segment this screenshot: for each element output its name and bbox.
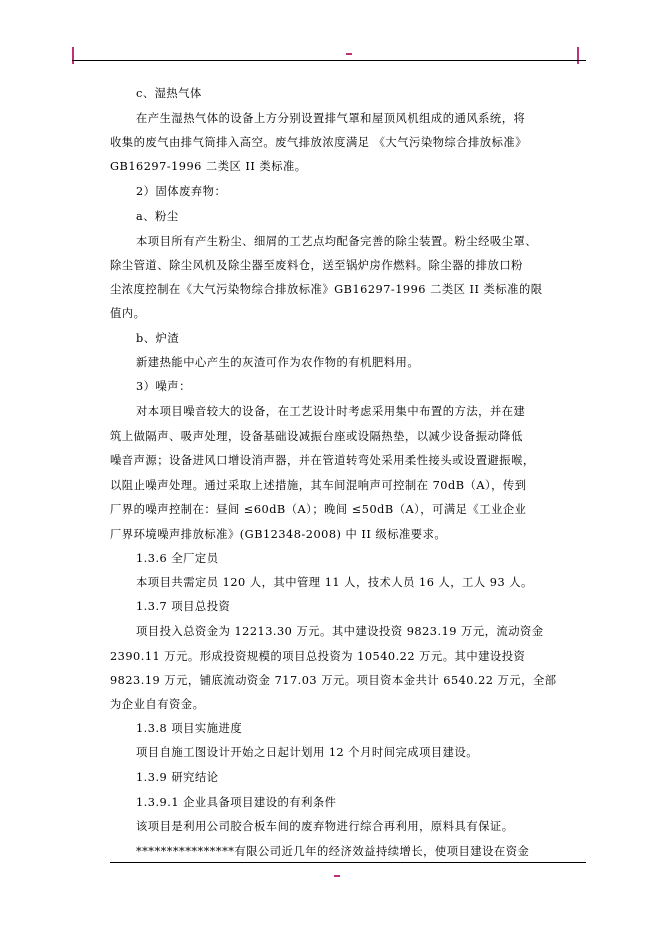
text-line-16: 噪音声源；设备进风口增设消声器，并在管道转弯处采用柔性接头或设置避振喉，	[110, 454, 535, 467]
text-line-01: c、湿热气体	[136, 87, 202, 100]
text-line-14: 对本项目噪音较大的设备，在工艺设计时考虑采用集中布置的方法，并在建	[136, 405, 526, 418]
text-line-28: 项目自施工图设计开始之日起计划用 12 个月时间完成项目建设。	[136, 746, 479, 759]
footer-rule	[110, 862, 586, 863]
text-line-32: ****************有限公司近几年的经济效益持续增长，使项目建设在资金	[136, 845, 530, 858]
text-line-10: 值内。	[110, 307, 146, 320]
text-line-18: 厂界的噪声控制在：昼间 ≤60dB（A）；晚间 ≤50dB（A），可满足《工业企业	[110, 503, 527, 516]
text-line-22: 1.3.7 项目总投资	[136, 600, 231, 613]
header-left-margin-mark	[72, 47, 74, 64]
header-center-mark	[346, 53, 352, 55]
text-line-12: 新建热能中心产生的灰渣可作为农作物的有机肥料用。	[136, 356, 420, 369]
text-line-05: 2）固体废弃物：	[136, 185, 227, 198]
header-rule	[72, 60, 586, 61]
text-line-30: 1.3.9.1 企业具备项目建设的有利条件	[136, 796, 337, 809]
text-line-20: 1.3.6 全厂定员	[136, 552, 219, 565]
text-line-08: 除尘管道、除尘风机及除尘器至废料仓，送至锅炉房作燃料。除尘器的排放口粉	[110, 259, 523, 272]
text-line-02: 在产生湿热气体的设备上方分别设置排气罩和屋顶风机组成的通风系统，将	[136, 112, 526, 125]
text-line-07: 本项目所有产生粉尘、细屑的工艺点均配备完善的除尘装置。粉尘经吸尘罩、	[136, 235, 538, 248]
text-line-24: 2390.11 万元。形成投资规模的项目总投资为 10540.22 万元。其中建设投资	[110, 650, 526, 663]
text-line-27: 1.3.8 项目实施进度	[136, 722, 243, 735]
text-line-13: 3）噪声：	[136, 380, 191, 393]
footer-center-mark	[334, 875, 340, 877]
text-line-29: 1.3.9 研究结论	[136, 771, 219, 784]
text-line-11: b、炉渣	[136, 332, 180, 345]
text-line-17: 以阻止噪声处理。通过采取上述措施，其车间混响声可控制在 70dB（A），传到	[110, 479, 527, 492]
text-line-31: 该项目是利用公司胶合板车间的废弃物进行综合再利用，原料具有保证。	[136, 820, 514, 833]
text-line-23: 项目投入总资金为 12213.30 万元。其中建设投资 9823.19 万元，流动资金	[136, 625, 544, 638]
text-line-03: 收集的废气由排气筒排入高空。废气排放浓度满足 《大气污染物综合排放标准》	[110, 136, 527, 149]
text-line-15: 筑上做隔声、吸声处理，设备基础设减振台座或设隔热垫，以减少设备振动降低	[110, 430, 523, 443]
text-line-09: 尘浓度控制在《大气污染物综合排放标准》GB16297-1996 二类区 II 类标准的限	[110, 283, 543, 296]
text-line-04: GB16297-1996 二类区 II 类标准。	[110, 160, 307, 173]
text-line-06: a、粉尘	[136, 210, 179, 223]
text-line-21: 本项目共需定员 120 人，其中管理 11 人，技术人员 16 人，工人 93 人。	[136, 576, 533, 589]
text-line-19: 厂界环境噪声排放标准》(GB12348-2008) 中 II 级标准要求。	[110, 528, 447, 541]
header-right-margin-mark	[577, 47, 579, 64]
text-line-25: 9823.19 万元，铺底流动资金 717.03 万元。项目资本金共计 6540.22 万元，全部	[110, 674, 557, 687]
text-line-26: 为企业自有资金。	[110, 698, 205, 711]
